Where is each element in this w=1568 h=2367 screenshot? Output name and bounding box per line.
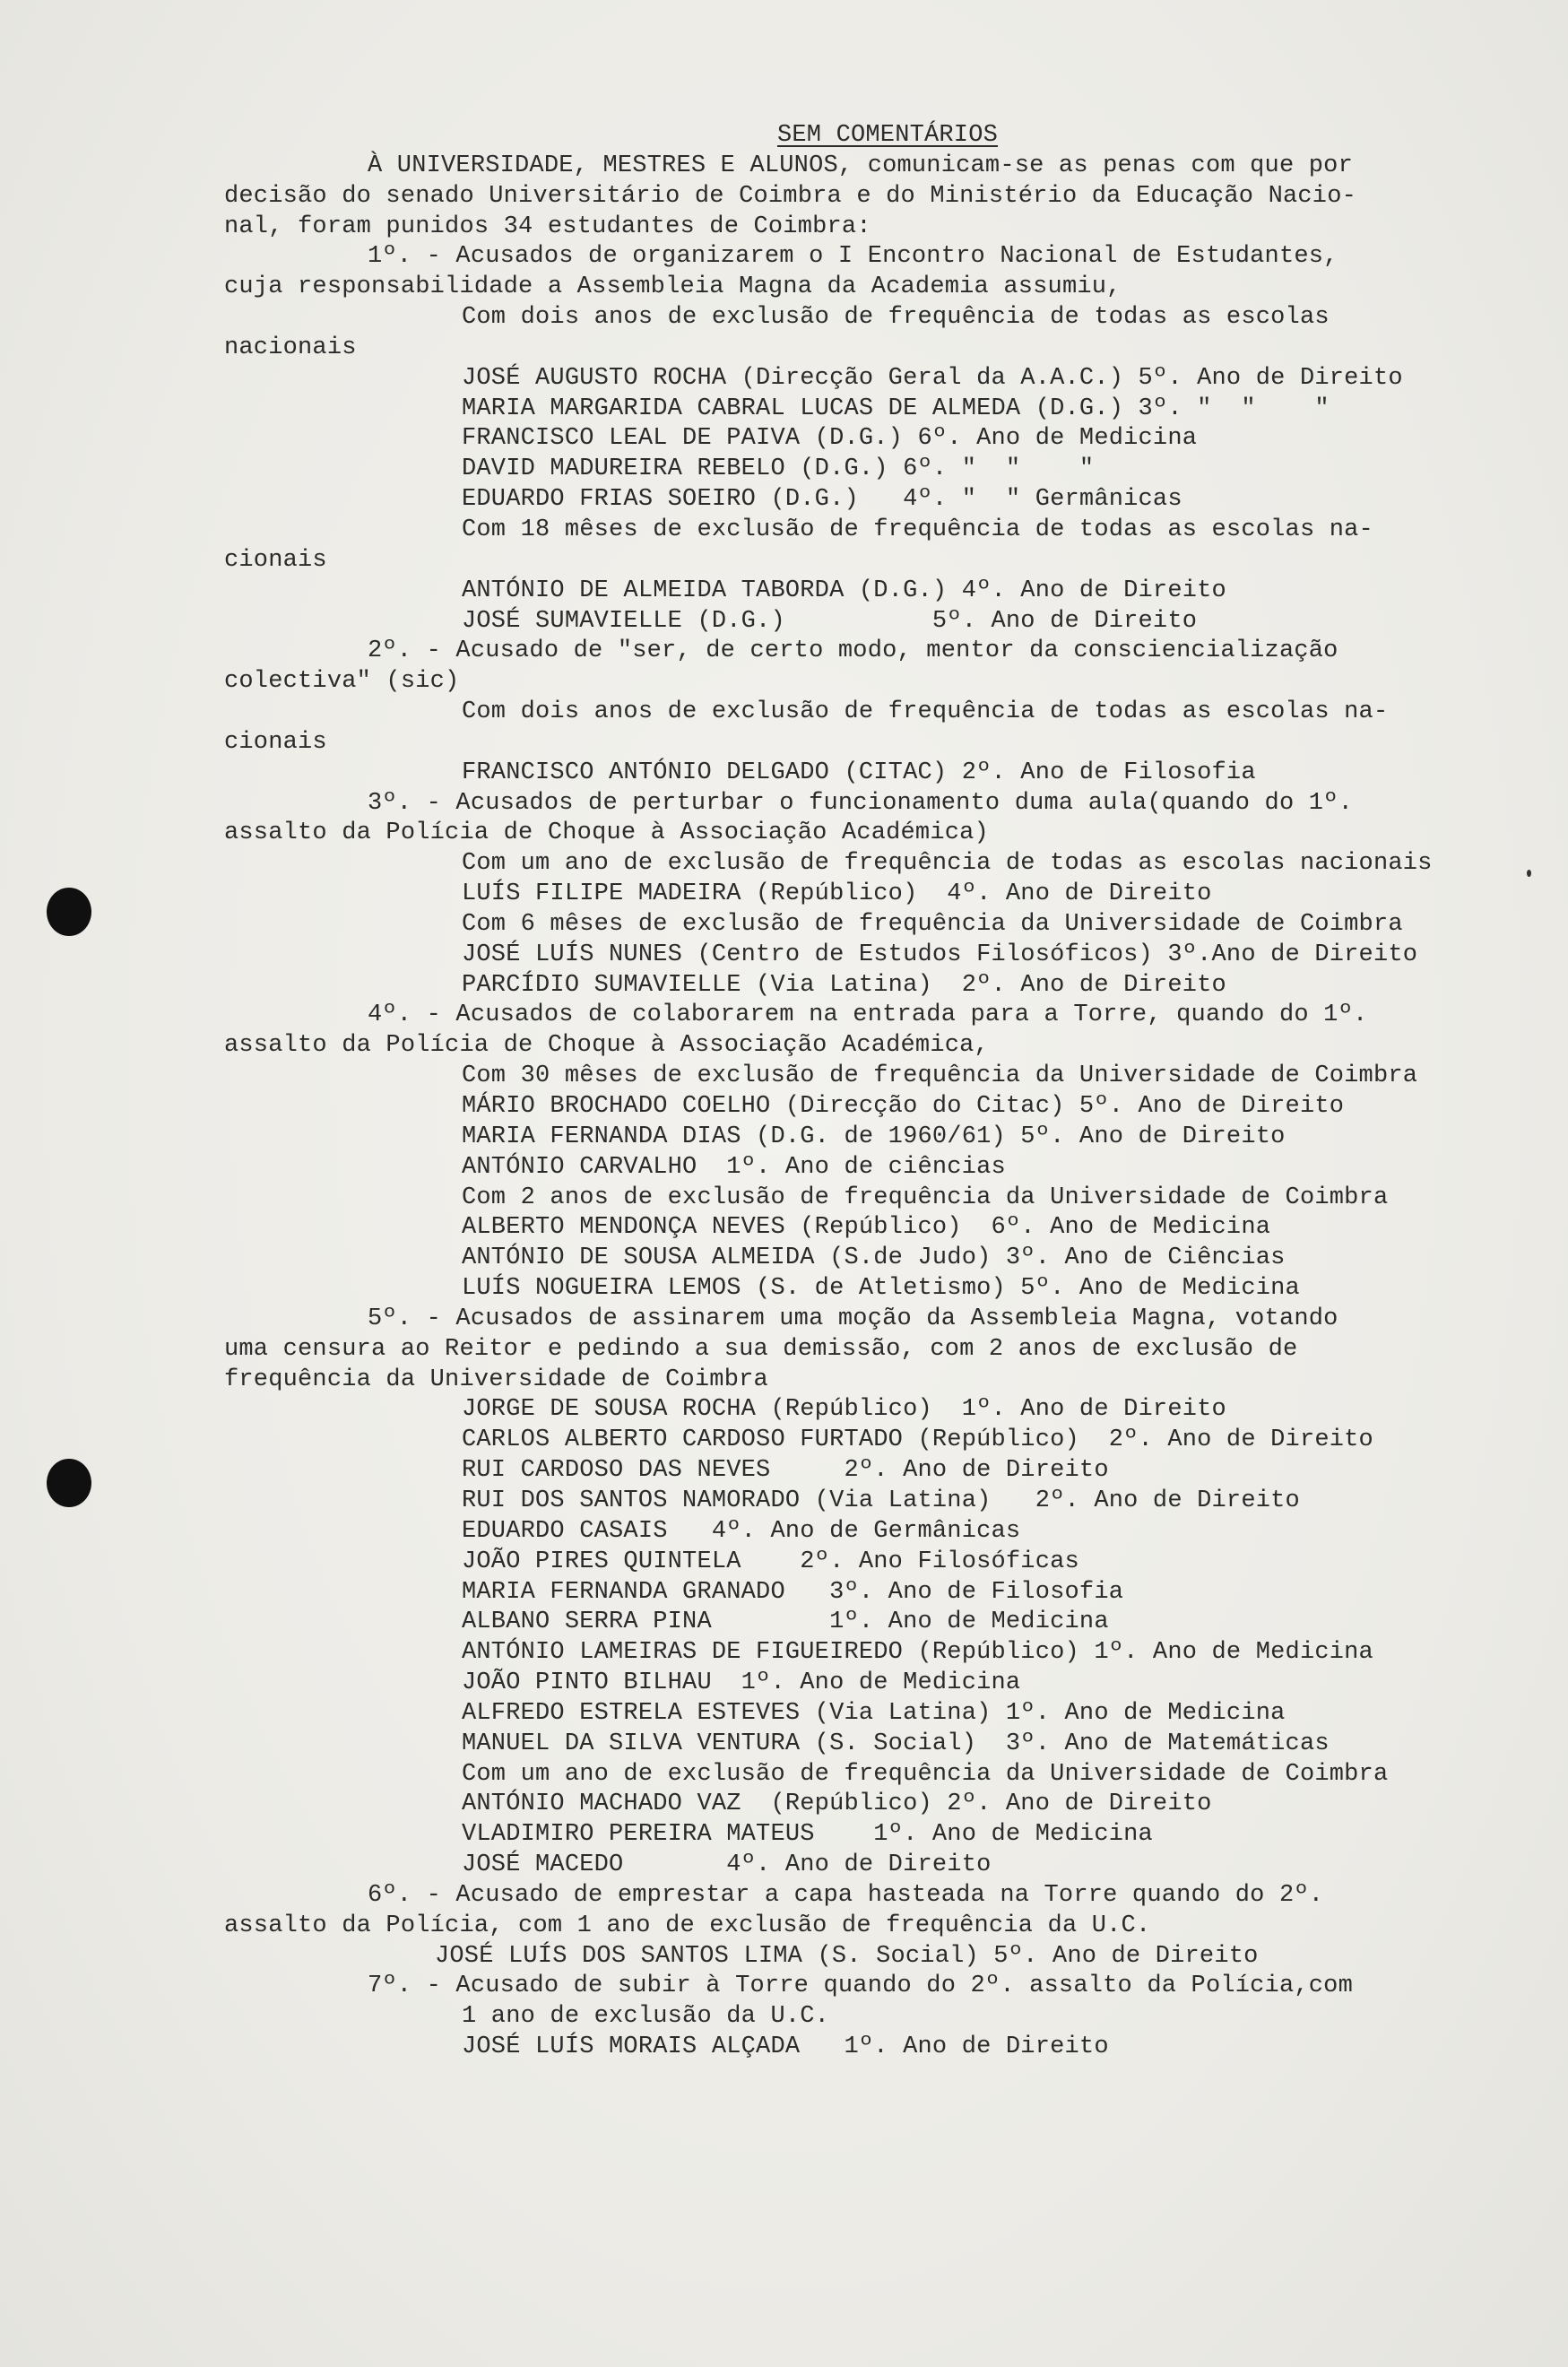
text-line: Com 30 mêses de exclusão de frequência da Universidade de Coimbra (462, 1062, 1418, 1090)
text-line: JOSÉ AUGUSTO ROCHA (Direcção Geral da A.A.C.) 5º. Ano de Direito (462, 364, 1403, 392)
text-line: ANTÓNIO CARVALHO 1º. Ano de ciências (462, 1153, 1006, 1181)
text-line: MARIA FERNANDA DIAS (D.G. de 1960/61) 5º. Ano de Direito (462, 1123, 1286, 1150)
text-line: 3º. - Acusados de perturbar o funcionamento duma aula(quando do 1º. (368, 789, 1353, 817)
text-line: uma censura ao Reitor e pedindo a sua demissão, com 2 anos de exclusão de (224, 1335, 1298, 1363)
text-line: À UNIVERSIDADE, MESTRES E ALUNOS, comunicam-se as penas com que por (368, 152, 1353, 179)
text-line: PARCÍDIO SUMAVIELLE (Via Latina) 2º. Ano de Direito (462, 971, 1226, 999)
text-line: Com um ano de exclusão de frequência da Universidade de Coimbra (462, 1760, 1389, 1788)
text-line: Com dois anos de exclusão de frequência de todas as escolas na- (462, 698, 1389, 726)
text-line: MARIA MARGARIDA CABRAL LUCAS DE ALMEDA (D.G.) 3º. " " " (462, 394, 1330, 422)
text-line: nal, foram punidos 34 estudantes de Coimbra: (224, 212, 871, 240)
ink-speck (1527, 870, 1531, 877)
text-line: assalto da Polícia de Choque à Associação Académica, (224, 1032, 989, 1060)
text-line: EDUARDO CASAIS 4º. Ano de Germânicas (462, 1517, 1021, 1545)
text-line: MÁRIO BROCHADO COELHO (Direcção do Citac) 5º. Ano de Direito (462, 1093, 1345, 1120)
text-line: Com 2 anos de exclusão de frequência da Universidade de Coimbra (462, 1184, 1389, 1211)
text-line: ANTÓNIO LAMEIRAS DE FIGUEIREDO (Repúblico) 1º. Ano de Medicina (462, 1639, 1373, 1667)
text-line: JOSÉ MACEDO 4º. Ano de Direito (462, 1851, 992, 1879)
text-line: 6º. - Acusado de emprestar a capa hasteada na Torre quando do 2º. (368, 1881, 1324, 1909)
text-line: RUI DOS SANTOS NAMORADO (Via Latina) 2º. Ano de Direito (462, 1487, 1300, 1514)
text-line: Com 18 mêses de exclusão de frequência de todas as escolas na- (462, 516, 1373, 543)
text-line: ALBANO SERRA PINA 1º. Ano de Medicina (462, 1608, 1109, 1636)
text-line: ANTÓNIO DE SOUSA ALMEIDA (S.de Judo) 3º. Ano de Ciências (462, 1244, 1286, 1272)
text-line: JOÃO PIRES QUINTELA 2º. Ano Filosóficas (462, 1548, 1079, 1575)
text-line: cuja responsabilidade a Assembleia Magna da Academia assumiu, (224, 273, 1122, 301)
text-line: DAVID MADUREIRA REBELO (D.G.) 6º. " " " (462, 455, 1095, 483)
text-line: Com dois anos de exclusão de frequência de todas as escolas (462, 304, 1330, 332)
text-line: RUI CARDOSO DAS NEVES 2º. Ano de Direito (462, 1457, 1109, 1485)
text-line: MARIA FERNANDA GRANADO 3º. Ano de Filosofia (462, 1578, 1124, 1606)
document-title: SEM COMENTÁRIOS (776, 122, 999, 149)
text-line: CARLOS ALBERTO CARDOSO FURTADO (Repúblico) 2º. Ano de Direito (462, 1426, 1373, 1454)
text-line: colectiva" (sic) (224, 668, 460, 696)
text-line: Com 6 mêses de exclusão de frequência da Universidade de Coimbra (462, 910, 1403, 938)
text-line: 1º. - Acusados de organizarem o I Encontro Nacional de Estudantes, (368, 243, 1338, 271)
text-line: FRANCISCO ANTÓNIO DELGADO (CITAC) 2º. Ano de Filosofia (462, 759, 1256, 786)
text-line: assalto da Polícia, com 1 ano de exclusão de frequência da U.C. (224, 1912, 1151, 1939)
text-line: Com um ano de exclusão de frequência de todas as escolas nacionais (462, 850, 1433, 878)
text-line: LUÍS FILIPE MADEIRA (Repúblico) 4º. Ano de Direito (462, 880, 1212, 908)
text-line: JOSÉ LUÍS NUNES (Centro de Estudos Filosóficos) 3º.Ano de Direito (462, 941, 1418, 968)
text-line: assalto da Polícia de Choque à Associação Académica) (224, 819, 989, 847)
text-line: ANTÓNIO DE ALMEIDA TABORDA (D.G.) 4º. Ano de Direito (462, 577, 1226, 604)
text-line: ANTÓNIO MACHADO VAZ (Repúblico) 2º. Ano de Direito (462, 1790, 1212, 1818)
punch-hole-top (47, 888, 91, 936)
text-line: cionais (224, 546, 327, 574)
text-line: JOSÉ SUMAVIELLE (D.G.) 5º. Ano de Direito (462, 607, 1198, 635)
text-line: ALFREDO ESTRELA ESTEVES (Via Latina) 1º. Ano de Medicina (462, 1699, 1286, 1727)
text-line: JOSÉ LUÍS MORAIS ALÇADA 1º. Ano de Direito (462, 2033, 1109, 2061)
text-line: decisão do senado Universitário de Coimbra e do Ministério da Educação Nacio- (224, 182, 1357, 210)
text-line: VLADIMIRO PEREIRA MATEUS 1º. Ano de Medicina (462, 1821, 1153, 1849)
text-line: MANUEL DA SILVA VENTURA (S. Social) 3º. Ano de Matemáticas (462, 1730, 1330, 1757)
text-line: JOSÉ LUÍS DOS SANTOS LIMA (S. Social) 5º. Ano de Direito (435, 1942, 1259, 1970)
text-line: cionais (224, 728, 327, 756)
text-line: frequência da Universidade de Coimbra (224, 1366, 768, 1393)
text-line: 4º. - Acusados de colaborarem na entrada para a Torre, quando do 1º. (368, 1001, 1368, 1029)
text-line: EDUARDO FRIAS SOEIRO (D.G.) 4º. " " Germânicas (462, 486, 1182, 514)
punch-hole-bottom (47, 1459, 91, 1507)
text-line: LUÍS NOGUEIRA LEMOS (S. de Atletismo) 5º. Ano de Medicina (462, 1275, 1300, 1303)
text-line: 2º. - Acusado de "ser, de certo modo, mentor da consciencialização (368, 637, 1338, 665)
text-line: nacionais (224, 334, 357, 361)
text-line: 1 ano de exclusão da U.C. (462, 2003, 830, 2031)
text-line: JORGE DE SOUSA ROCHA (Repúblico) 1º. Ano de Direito (462, 1396, 1226, 1424)
text-line: FRANCISCO LEAL DE PAIVA (D.G.) 6º. Ano de Medicina (462, 425, 1198, 453)
text-line: 5º. - Acusados de assinarem uma moção da Assembleia Magna, votando (368, 1305, 1338, 1332)
text-line: 7º. - Acusado de subir à Torre quando do 2º. assalto da Polícia,com (368, 1972, 1353, 2000)
typewritten-document (224, 121, 1497, 2063)
text-line: ALBERTO MENDONÇA NEVES (Repúblico) 6º. Ano de Medicina (462, 1214, 1271, 1242)
text-line: JOÃO PINTO BILHAU 1º. Ano de Medicina (462, 1669, 1021, 1697)
